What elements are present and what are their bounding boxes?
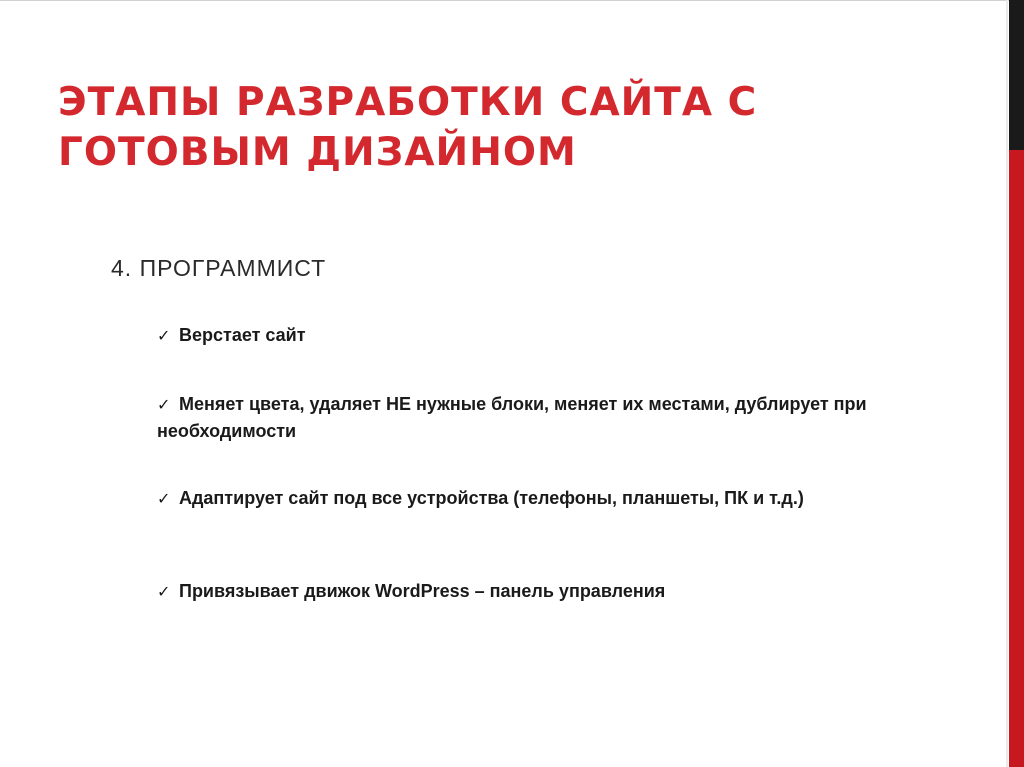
list-item-text: Верстает сайт: [179, 325, 306, 345]
list-item-text: Адаптирует сайт под все устройства (телефоны, планшеты, ПК и т.д.): [179, 488, 804, 508]
checkmark-icon: ✓: [157, 582, 171, 601]
checkmark-icon: ✓: [157, 489, 171, 508]
list-item-text: Меняет цвета, удаляет НЕ нужные блоки, меняет их местами, дублирует при необходимости: [157, 394, 867, 441]
accent-bar-black: [1009, 0, 1024, 150]
list-item: [157, 391, 897, 445]
slide-title: ЭТАПЫ РАЗРАБОТКИ САЙТА С ГОТОВЫМ ДИЗАЙНОМ: [58, 80, 758, 175]
top-border: [0, 0, 1024, 1]
accent-bar-red: [1009, 150, 1024, 767]
accent-bar-light: [1006, 0, 1008, 767]
list-item: [157, 322, 897, 349]
list-item: [157, 578, 897, 605]
checkmark-icon: ✓: [157, 395, 171, 414]
list-item-text: Привязывает движок WordPress – панель управления: [179, 581, 666, 601]
section-heading: 4. ПРОГРАММИСТ: [111, 255, 327, 281]
list-item: [157, 485, 897, 512]
checkmark-icon: ✓: [157, 326, 171, 345]
